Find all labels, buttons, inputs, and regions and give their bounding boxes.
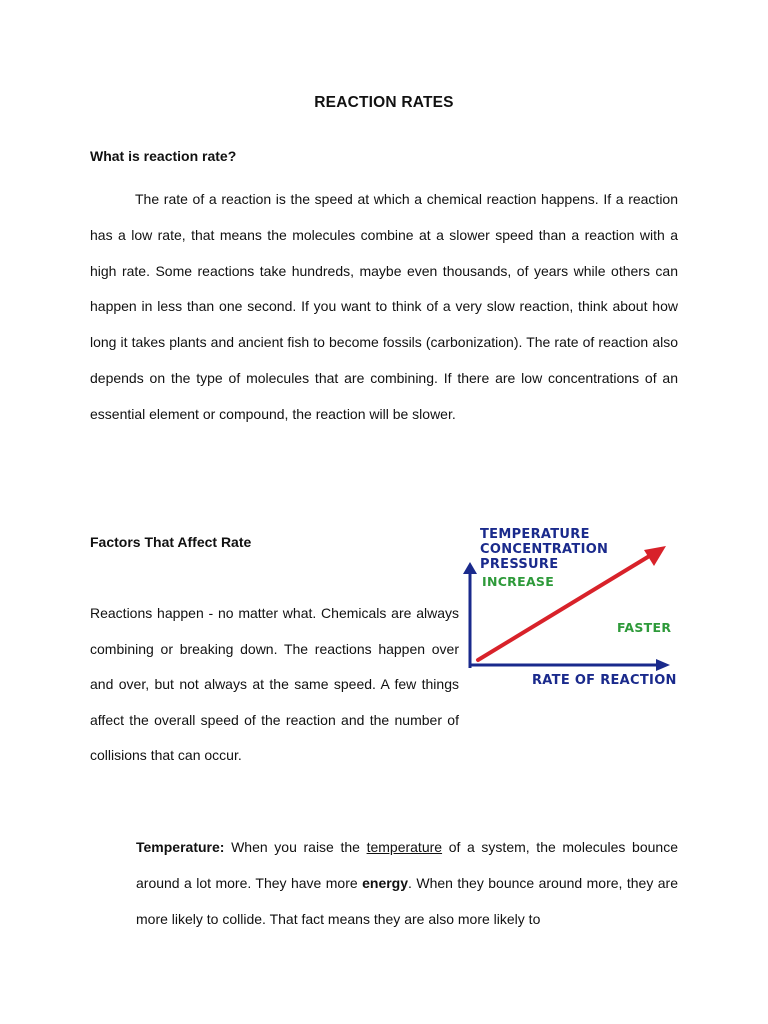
label-faster: FASTER [617,620,672,635]
y-axis-arrowhead [463,562,477,574]
temperature-link[interactable]: temperature [366,839,443,855]
reaction-rate-paragraph [90,182,678,433]
temperature-text-1: When you raise the [224,839,367,855]
section-heading-reaction-rate: What is reaction rate? [90,148,237,164]
label-pressure: PRESSURE [480,557,559,572]
label-rate-of-reaction: RATE OF REACTION [532,673,677,688]
page-title: REACTION RATES [314,94,454,111]
temperature-text-3: . When they bounce around more, they are more likely to collide. That fact means they are also more likely to [136,874,678,927]
x-axis-arrowhead [656,659,670,671]
label-concentration: CONCENTRATION [480,542,609,557]
section-heading-factors: Factors That Affect Rate [90,534,252,550]
temperature-text-2: of a system, the molecules bounce around a lot more. They have more [136,839,678,891]
temperature-paragraph [136,830,678,937]
factors-paragraph: Reactions happen - no matter what. Chemicals are always combining or breaking down. The reactions happen over and over, but not always at the same speed. A few things affect the overall speed of the reaction and the number of collisions that can occur. [90,605,459,764]
label-temperature: TEMPERATURE [480,527,590,542]
temperature-label: Temperature: [136,839,225,855]
label-increase: INCREASE [482,574,555,589]
rate-diagram [462,520,682,695]
reaction-rate-text: The rate of a reaction is the speed at which a chemical reaction happens. If a reaction has a low rate, that means the molecules combine at a slower speed than a reaction with a high rate. Some reactions take hundreds, maybe even thousands, of years while others can happen in less than one second. If you want to think of a very slow reaction, think about how long it takes plants and ancient fish to become fossils (carbonization). The rate of reaction also depends on the type of molecules that are combining. If there are low concentrations of an essential element or compound, the reaction will be slower. [90,191,678,422]
energy-term: energy [362,874,409,891]
